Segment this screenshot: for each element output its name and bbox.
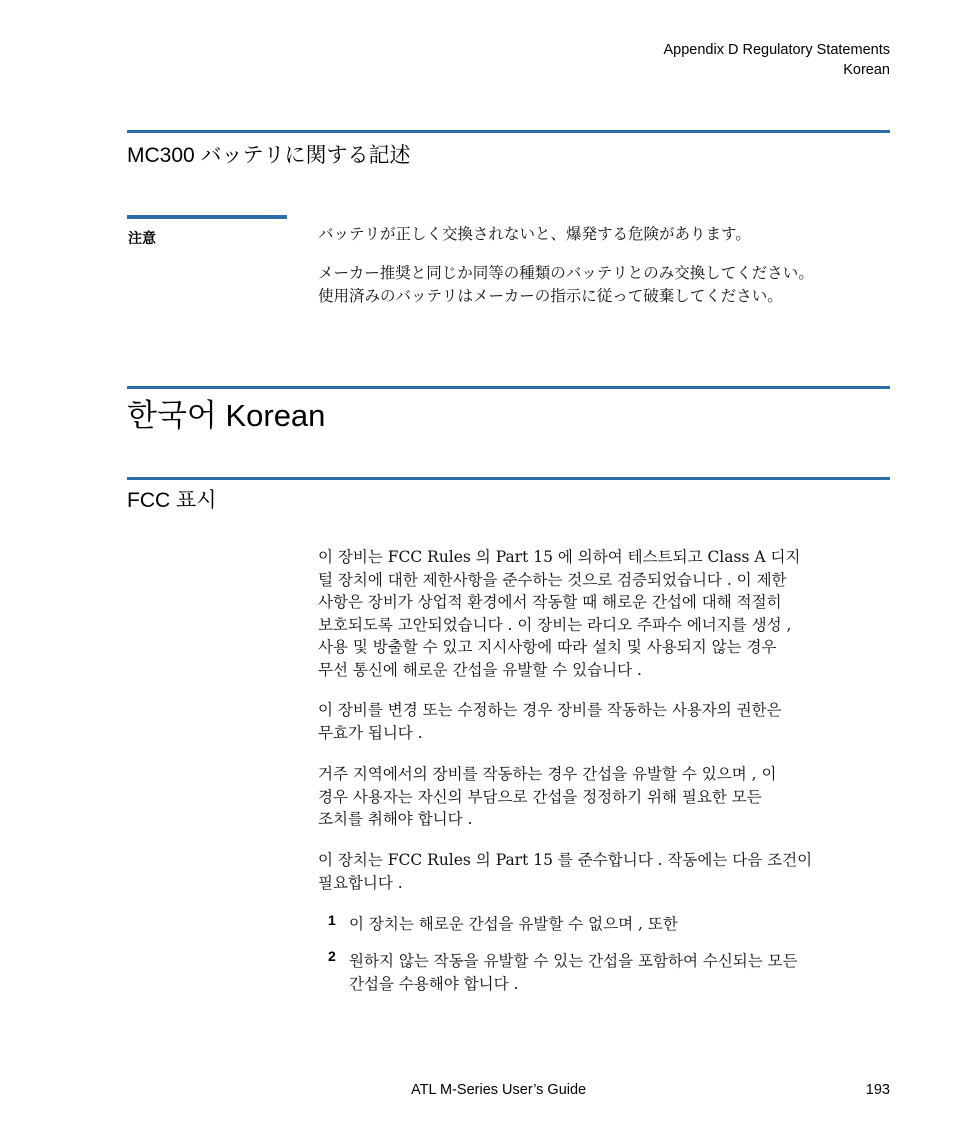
chapter-rule [127,386,890,389]
list-number: 1 [328,912,336,928]
note-label: 注意 [128,230,156,246]
section-rule [127,477,890,480]
text-line: メーカー推奨と同じか同等の種類のバッテリとのみ交換してください。 [318,264,814,282]
fcc-paragraph-1 [318,546,800,681]
text-line: 사용 및 방출할 수 있고 지시사항에 따라 설치 및 사용되지 않는 경우 [318,638,777,656]
text-line: 원하지 않는 작동을 유발할 수 있는 간섭을 포함하여 수신되는 모든 [349,952,798,970]
text-line: 필요합니다 . [318,873,403,892]
note-rule [127,215,287,219]
text-line: 무선 통신에 해로운 간섭을 유발할 수 있습니다 . [318,660,642,679]
text-line: 이 장비는 FCC Rules 의 Part 15 에 의하여 테스트되고 Class A 디지 [318,548,801,566]
text-line: 거주 지역에서의 장비를 작동하는 경우 간섭을 유발할 수 있으며 , 이 [318,765,777,783]
page-number: 193 [865,1082,890,1098]
text-line: 사항은 장비가 상업적 환경에서 작동할 때 해로운 간섭에 대해 적절히 [318,593,782,611]
list-item [349,950,798,995]
fcc-paragraph-2 [318,699,782,744]
text-line: 이 장비를 변경 또는 수정하는 경우 장비를 작동하는 사용자의 권한은 [318,701,782,719]
korean-chapter-title: 한국어 Korean [127,398,326,433]
battery-section-title: MC300 バッテリに関する記述 [127,144,411,167]
list-item [349,913,678,936]
text-line: 간섭을 수용해야 합니다 . [349,974,519,993]
text-line: 무효가 됩니다 . [318,723,423,742]
text-line: バッテリが正しく交換されないと、爆発する危険があります。 [318,225,751,243]
list-number: 2 [328,948,336,964]
text-line: 使用済みのバッテリはメーカーの指示に従って破棄してください。 [318,286,783,305]
footer-guide-title: ATL M-Series User’s Guide [411,1082,587,1098]
text-line: 경우 사용자는 자신의 부담으로 간섭을 정정하기 위해 필요한 모든 [318,787,762,806]
text-line: 이 장치는 해로운 간섭을 유발할 수 없으며 , 또한 [349,915,678,933]
text-line: 조치를 취해야 합니다 . [318,810,473,828]
fcc-paragraph-3 [318,763,776,831]
running-header-chapter: Appendix D Regulatory Statements [663,42,890,58]
text-line: 이 장치는 FCC Rules 의 Part 15 를 준수합니다 . 작동에는 다음 조건이 [318,851,813,869]
note-paragraph-2 [318,262,814,307]
fcc-paragraph-4 [318,849,812,894]
fcc-section-title: FCC 표시 [127,489,217,512]
text-line: 보호되도록 고안되었습니다 . 이 장비는 라디오 주파수 에너지를 생성 , [318,615,792,634]
note-paragraph-1 [318,223,751,246]
section-rule [127,130,890,133]
running-header-section: Korean [843,62,890,78]
text-line: 털 장치에 대한 제한사항을 준수하는 것으로 검증되었습니다 . 이 제한 [318,570,787,589]
